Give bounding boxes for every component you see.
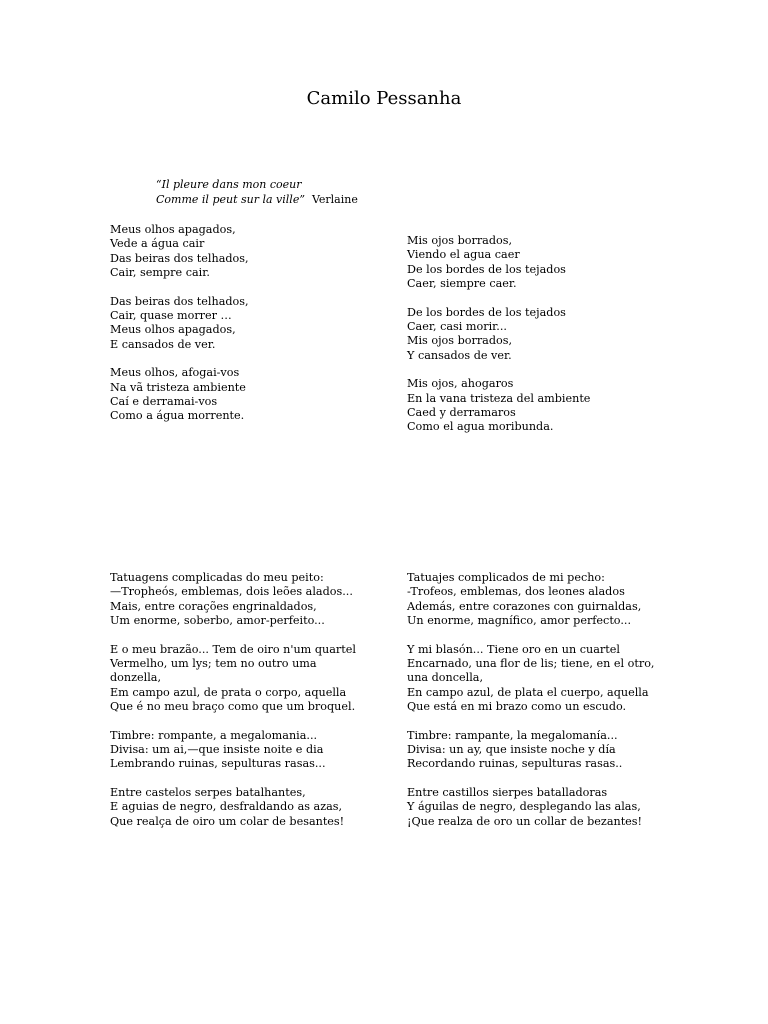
verse-line: —Tropheós, emblemas, dois leões alados...: [110, 585, 353, 599]
verse-line: E o meu brazão... Tem de oiro n'um quartel: [110, 642, 356, 656]
stanza: [110, 729, 356, 772]
verse-line: Recordando ruinas, sepulturas rasas..: [407, 757, 623, 771]
stanza: [407, 729, 654, 772]
verse-line: Además, entre corazones con guirnaldas,: [407, 599, 642, 613]
verse-line: De los bordes de los tejados: [407, 262, 566, 276]
verse-line: Vede a água cair: [110, 237, 205, 251]
poem2-spanish-column: [407, 571, 654, 843]
stanza: [407, 377, 590, 434]
stanza: [110, 786, 356, 829]
epigraph-line: Comme il peut sur la ville”: [156, 193, 305, 206]
verse-line: Meus olhos apagados,: [110, 323, 236, 337]
poem1-portuguese-column: [110, 223, 249, 438]
verse-line: -Trofeos, emblemas, dos leones alados: [407, 585, 625, 599]
verse-line: Que está en mi brazo como un escudo.: [407, 699, 627, 713]
verse-line: Como el agua moribunda.: [407, 420, 554, 434]
verse-line: Y cansados de ver.: [407, 348, 512, 362]
verse-line: Entre castelos serpes batalhantes,: [110, 786, 306, 800]
verse-line: Caer, casi morir...: [407, 319, 507, 333]
verse-line: Encarnado, una flor de lis; tiene, en el otro,: [407, 656, 655, 670]
verse-line: Mis ojos borrados,: [407, 334, 513, 348]
verse-line: Meus olhos, afogai-vos: [110, 366, 240, 380]
verse-line: Lembrando ruinas, sepulturas rasas...: [110, 757, 326, 771]
verse-line: Que é no meu braço como que um broquel.: [110, 699, 356, 713]
poem1-spanish-column: [407, 234, 590, 449]
verse-line: En la vana tristeza del ambiente: [407, 391, 591, 405]
verse-line: Y mi blasón... Tiene oro en un cuartel: [407, 642, 620, 656]
verse-line: Entre castillos sierpes batalladoras: [407, 786, 608, 800]
verse-line: Mis ojos borrados,: [407, 234, 513, 247]
verse-line: De los bordes de los tejados: [407, 305, 566, 319]
stanza: [407, 643, 654, 714]
verse-line: Caed y derramaros: [407, 405, 516, 419]
stanza: [407, 571, 654, 628]
verse-line: Meus olhos apagados,: [110, 223, 236, 236]
verse-line: donzella,: [110, 671, 161, 685]
verse-line: En campo azul, de plata el cuerpo, aquella: [407, 685, 649, 699]
verse-line: ¡Que realza de oro un collar de bezantes!: [407, 814, 643, 828]
verse-line: E aguias de negro, desfraldando as azas,: [110, 800, 343, 814]
verse-line: Cair, quase morrer …: [110, 308, 232, 322]
verse-line: Y águilas de negro, desplegando las alas,: [407, 800, 641, 814]
verse-line: Das beiras dos telhados,: [110, 294, 249, 308]
stanza: [110, 223, 249, 280]
poem2-portuguese-column: [110, 571, 356, 843]
verse-line: Un enorme, magnífico, amor perfecto...: [407, 613, 632, 627]
verse-line: Mis ojos, ahogaros: [407, 377, 514, 391]
epigraph-line: “Il pleure dans mon coeur: [156, 178, 302, 191]
verse-line: Como a água morrente.: [110, 409, 245, 423]
verse-line: una doncella,: [407, 671, 484, 685]
stanza: [110, 295, 249, 352]
verse-line: Mais, entre corações engrinaldados,: [110, 599, 317, 613]
verse-line: Viendo el agua caer: [407, 248, 520, 262]
stanza: [110, 571, 356, 628]
verse-line: Um enorme, soberbo, amor-perfeito...: [110, 613, 325, 627]
epigraph-author: Verlaine: [311, 193, 358, 206]
verse-line: Divisa: un ay, que insiste noche y día: [407, 742, 616, 756]
page-title: Camilo Pessanha: [306, 88, 462, 109]
stanza: [110, 366, 249, 423]
stanza: [407, 786, 654, 829]
verse-line: Vermelho, um lys; tem no outro uma: [110, 656, 317, 670]
verse-line: Em campo azul, de prata o corpo, aquella: [110, 685, 347, 699]
stanza: [110, 643, 356, 714]
verse-line: Timbre: rompante, a megalomania...: [110, 728, 318, 742]
stanza: [407, 306, 590, 363]
verse-line: Divisa: um ai,—que insiste noite e dia: [110, 742, 324, 756]
verse-line: E cansados de ver.: [110, 337, 216, 351]
verse-line: Tatuagens complicadas do meu peito:: [110, 571, 324, 584]
stanza: [407, 234, 590, 291]
verse-line: Timbre: rampante, la megalomanía...: [407, 728, 618, 742]
epigraph: [156, 177, 358, 207]
verse-line: Das beiras dos telhados,: [110, 251, 249, 265]
verse-line: Caer, siempre caer.: [407, 276, 517, 290]
verse-line: Tatuajes complicados de mi pecho:: [407, 571, 605, 584]
verse-line: Que realça de oiro um colar de besantes!: [110, 814, 345, 828]
verse-line: Caí e derramai-vos: [110, 394, 218, 408]
verse-line: Cair, sempre cair.: [110, 265, 210, 279]
verse-line: Na vã tristeza ambiente: [110, 380, 246, 394]
